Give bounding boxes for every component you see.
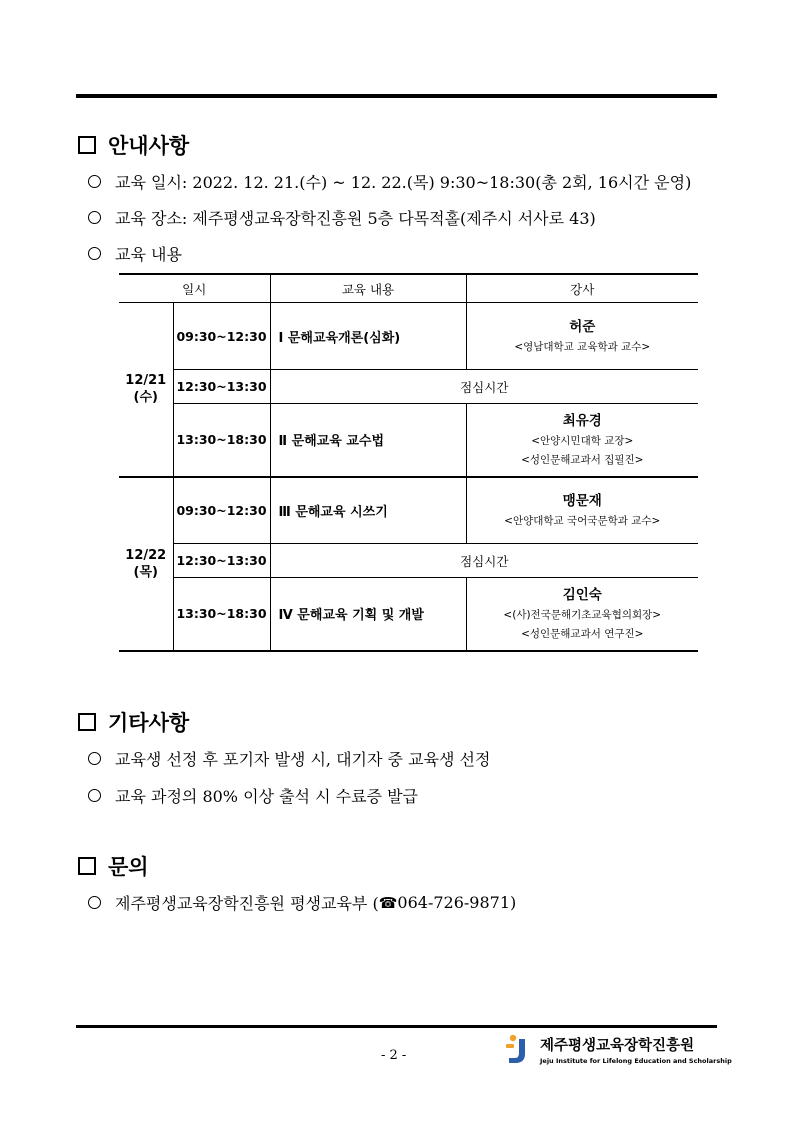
lecturer-affiliation: <성인문해교과서 연구진>: [521, 628, 644, 641]
info-place-bullet: 교육 장소: 제주평생교육장학진흥원 5층 다목적홀(제주시 서사로 43): [88, 206, 596, 229]
header-course: 교육 내용: [270, 274, 466, 303]
lecturer-affiliation: <안양대학교 국어국문학과 교수>: [504, 515, 661, 528]
square-bullet-icon: [78, 136, 96, 154]
etc-bullet-2: 교육 과정의 80% 이상 출석 시 수료증 발급: [88, 784, 418, 807]
circle-bullet-icon: [88, 896, 101, 909]
lunch-cell: 점심시간: [270, 544, 698, 578]
section-title-etc: 기타사항: [78, 707, 189, 737]
lecturer-affiliation: <안양시민대학 교장>: [531, 435, 634, 448]
etc-bullet-1: 교육생 선정 후 포기자 발생 시, 대기자 중 교육생 선정: [88, 747, 490, 770]
lecturer-name: 허준: [569, 319, 596, 335]
header-lecturer: 강사: [466, 274, 698, 303]
day-cell: 12/22 (목): [119, 477, 173, 651]
circle-bullet-icon: [88, 752, 101, 765]
lecturer-cell: [466, 303, 698, 370]
header-rule: [76, 94, 717, 98]
course-cell: Ⅲ 문해교육 시쓰기: [270, 477, 466, 544]
time-cell: 09:30~12:30: [173, 477, 270, 544]
square-bullet-icon: [78, 857, 96, 875]
lecturer-cell: [466, 578, 698, 651]
table-header-row: [119, 274, 698, 303]
day-cell: 12/21 (수): [119, 303, 173, 477]
circle-bullet-icon: [88, 175, 101, 188]
logo-name: 제주평생교육장학진흥원: [540, 1037, 695, 1054]
table-row: [119, 404, 698, 477]
lecturer-affiliation: <영남대학교 교육학과 교수>: [514, 341, 651, 353]
table-row: [119, 578, 698, 651]
table-row: [119, 370, 698, 404]
time-cell: 13:30~18:30: [173, 578, 270, 651]
phone-icon: ☎: [378, 893, 398, 912]
table-row: [119, 303, 698, 370]
time-cell: 09:30~12:30: [173, 303, 270, 370]
section-title-contact: 문의: [78, 851, 149, 881]
footer-logo: [504, 1033, 732, 1065]
square-bullet-icon: [78, 713, 96, 731]
table-row: [119, 544, 698, 578]
schedule-table: [119, 273, 698, 652]
lunch-cell: 점심시간: [270, 370, 698, 404]
info-date-bullet: 교육 일시: 2022. 12. 21.(수) ~ 12. 22.(목) 9:30~18:30(총 2회, 16시간 운영): [88, 170, 691, 193]
contact-bullet: 제주평생교육장학진흥원 평생교육부 ( ☎ 064-726-9871): [88, 891, 516, 914]
circle-bullet-icon: [88, 211, 101, 224]
time-cell: 13:30~18:30: [173, 404, 270, 477]
course-cell: Ⅳ 문해교육 기획 및 개발: [270, 578, 466, 651]
table-row: [119, 477, 698, 544]
time-cell: 12:30~13:30: [173, 544, 270, 578]
time-cell: 12:30~13:30: [173, 370, 270, 404]
course-cell: Ⅱ 문해교육 교수법: [270, 404, 466, 477]
info-content-bullet: 교육 내용: [88, 242, 182, 265]
circle-bullet-icon: [88, 247, 101, 260]
footer-rule: [76, 1025, 717, 1028]
lecturer-affiliation: <(사)전국문해기초교육협의회장>: [503, 609, 662, 622]
logo-subtitle: Jeju Institute for Lifelong Education and Scholarship: [540, 1056, 732, 1065]
circle-bullet-icon: [88, 789, 101, 802]
lecturer-name: 김인숙: [562, 587, 602, 604]
header-date: 일시: [119, 274, 270, 303]
lecturer-name: 맹문재: [562, 493, 602, 510]
lecturer-affiliation: <성인문해교과서 집필진>: [521, 454, 644, 467]
course-cell: Ⅰ 문해교육개론(심화): [270, 303, 466, 370]
section-title-info: 안내사항: [78, 130, 189, 160]
jeju-institute-logo-icon: [504, 1033, 532, 1065]
lecturer-cell: [466, 477, 698, 544]
page-number: - 2 -: [381, 1048, 407, 1063]
lecturer-name: 최유경: [562, 413, 602, 430]
lecturer-cell: [466, 404, 698, 477]
